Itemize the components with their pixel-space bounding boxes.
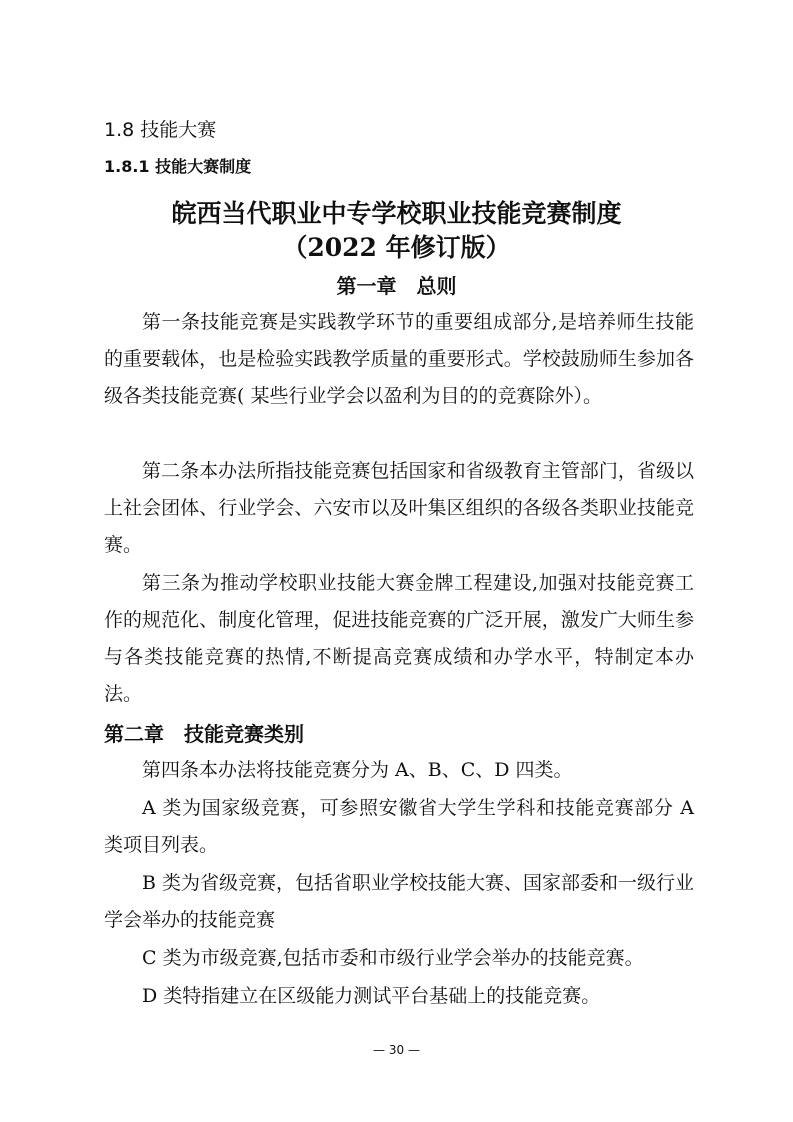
document-title-edition: （2022 年修订版） xyxy=(282,233,511,262)
page-number: — 30 — xyxy=(373,1043,420,1057)
category-c-paragraph: C 类为市级竞赛,包括市委和市级行业学会举办的技能竞赛。 xyxy=(142,947,644,969)
chapter-1-heading: 第一章 总则 xyxy=(336,274,457,298)
article-2-paragraph: 第二条本办法所指技能竞赛包括国家和省级教育主管部门，省级以上社会团体、行业学会、六安市以及叶集区组织的各级各类职业技能竞赛。 xyxy=(104,460,694,556)
chapter-2-heading: 第二章 技能竞赛类别 xyxy=(104,722,304,746)
category-b-paragraph: B 类为省级竞赛，包括省职业学校技能大赛、国家部委和一级行业学会举办的技能竞赛 xyxy=(104,872,695,931)
category-d-paragraph: D 类特指建立在区级能力测试平台基础上的技能竞赛。 xyxy=(142,985,601,1007)
category-a-paragraph: A 类为国家级竞赛，可参照安徽省大学生学科和技能竞赛部分 A 类项目列表。 xyxy=(104,797,694,856)
document-title: 皖西当代职业中专学校职业技能竞赛制度 xyxy=(171,199,622,228)
article-3-paragraph: 第三条为推动学校职业技能大赛金牌工程建设,加强对技能竞赛工作的规范化、制度化管理，促进技能竞赛的广泛开展，激发广大师生参与各类技能竞赛的热情,不断提高竞赛成绩和办学水平，特制定本办法。 xyxy=(104,572,694,705)
article-1-paragraph: 第一条技能竞赛是实践教学环节的重要组成部分,是培养师生技能的重要载体，也是检验实践教学质量的重要形式。学校鼓励师生参加各级各类技能竞赛( 某些行业学会以盈利为目的的竞赛除外）。 xyxy=(104,311,694,407)
article-4-paragraph: 第四条本办法将技能竞赛分为 A、B、C、D 四类。 xyxy=(142,759,573,781)
subsection-heading: 1.8.1 技能大赛制度 xyxy=(104,157,252,176)
section-heading: 1.8 技能大赛 xyxy=(104,119,217,141)
